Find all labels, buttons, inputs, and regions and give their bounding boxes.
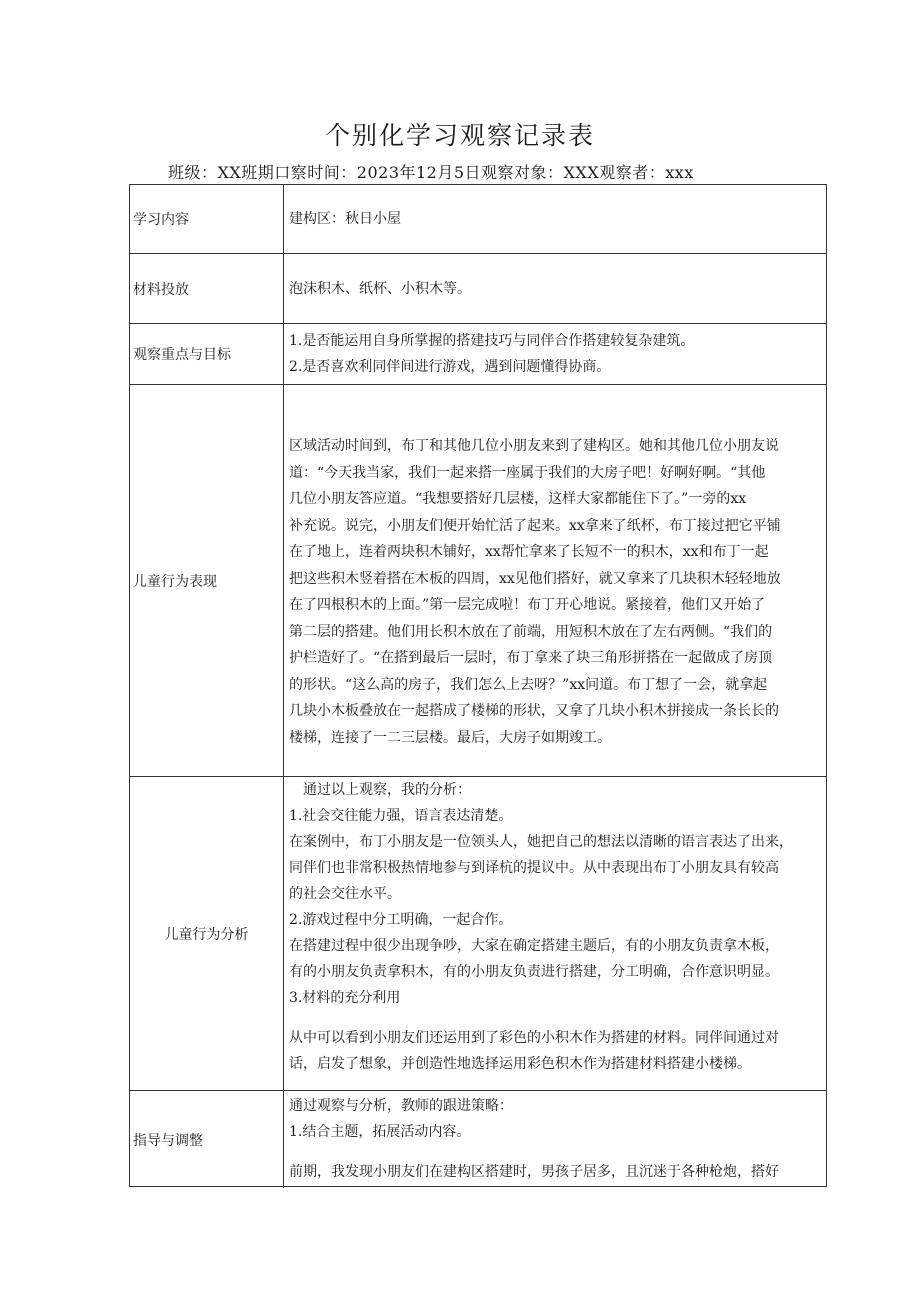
behavior-line: 第二层的搭建。他们用长积木放在了前端，用短积木放在了左右两侧。“我们的 [289,623,773,640]
analysis-point-3-line: 从中可以看到小朋友们还运用到了彩色的小积木作为搭建的材料。同伴间通过对 [289,1030,779,1046]
row-materials [130,253,826,323]
cell-analysis [284,777,826,1090]
analysis-point-2-line: 有的小朋友负责拿积木，有的小朋友负责进行搭建，分工明确，合作意识明显。 [289,964,779,980]
behavior-line: 把这些积木竖着搭在木板的四周，xx见他们搭好，就又拿来了几块积木轻轻地放 [289,570,781,587]
guidance-intro: 通过观察与分析，教师的跟进策略： [289,1098,513,1114]
analysis-point-1-line: 同伴们也非常积极热情地参与到译杭的提议中。从中表现出布丁小朋友具有较高 [289,860,779,876]
row-focus [130,323,826,384]
observation-table [129,184,827,1187]
label-materials: 材料投放 [130,254,284,323]
analysis-point-2-line: 在搭建过程中很少出现争吵，大家在确定搭建主题后，有的小朋友负责拿木板， [289,938,779,954]
analysis-point-1-title: 1.社会交往能力强，语言表达清楚。 [289,808,513,824]
behavior-line: 在了四根积木的上面。”第一层完成啦！布丁开心地说。紧接着，他们又开始了 [289,597,766,613]
row-guidance [130,1090,826,1188]
cell-learning-content [284,185,826,253]
analysis-point-3-title: 3.材料的充分利用 [289,990,401,1006]
guidance-item-1: 1.结合主题，拓展活动内容。 [289,1124,471,1140]
analysis-point-1-line: 在案例中，布丁小朋友是一位领头人，她把自己的想法以清晰的语言表达了出来， [289,834,793,850]
focus-item-2: 2.是否喜欢利同伴间进行游戏，遇到问题懂得协商。 [289,359,611,375]
behavior-line: 几位小朋友答应道。“我想要搭好几层楼，这样大家都能住下了。”一旁的xx [289,491,747,507]
analysis-intro: 通过以上观察，我的分析： [303,782,471,798]
label-learning-content: 学习内容 [130,185,284,253]
row-analysis [130,776,826,1090]
label-guidance: 指导与调整 [130,1091,284,1188]
page-title: 个别化学习观察记录表 [324,121,595,150]
behavior-line: 护栏造好了。“在搭到最后一层时，布丁拿来了块三角形拼搭在一起做成了房顶 [289,650,773,666]
cell-behavior [284,385,826,776]
guidance-paragraph: 前期，我发现小朋友们在建构区搭建时，男孩子居多，且沉迷于各种枪炮，搭好 [289,1164,779,1180]
materials-text: 泡沫积木、纸杯、小积木等。 [289,280,471,297]
label-focus: 观察重点与目标 [130,324,284,384]
record-meta-line: 班级：XX班期口察时间：2023年12月5日观察对象：XXX观察者：xxx [168,163,694,182]
row-learning-content [130,185,826,253]
behavior-line: 楼梯，连接了一二三层楼。最后，大房子如期竣工。 [289,729,611,746]
label-analysis: 儿童行为分析 [130,777,284,1090]
focus-item-1: 1.是否能运用自身所掌握的搭建技巧与同伴合作搭建较复杂建筑。 [289,333,695,349]
cell-guidance [284,1091,826,1188]
analysis-point-1-line: 的社会交往水平。 [289,886,401,902]
analysis-point-2-title: 2.游戏过程中分工明确，一起合作。 [289,912,513,928]
cell-materials [284,254,826,323]
behavior-line: 区域活动时间到，布丁和其他几位小朋友来到了建构区。她和其他几位小朋友说 [289,438,779,454]
behavior-line: 道：“今天我当家，我们一起来搭一座属于我们的大房子吧！好啊好啊。“其他 [289,464,766,481]
behavior-line: 的形状。“这么高的房子，我们怎么上去呀？”xx问道。布丁想了一会，就拿起 [289,676,768,693]
analysis-point-3-line: 话，启发了想象，并创造性地选择运用彩色积木作为搭建材料搭建小楼梯。 [289,1056,751,1072]
behavior-line: 在了地上，连着两块积木铺好，xx帮忙拿来了长短不一的积木，xx和布丁一起 [289,544,769,560]
row-behavior [130,384,826,776]
behavior-line: 补充说。说完，小朋友们便开始忙活了起来。xx拿来了纸杯，布丁接过把它平铺 [289,517,781,534]
learning-content-text: 建构区：秋日小屋 [289,211,401,227]
cell-focus [284,324,826,384]
behavior-line: 几块小木板叠放在一起搭成了楼梯的形状，又拿了几块小积木拼接成一条长长的 [289,703,779,719]
label-behavior: 儿童行为表现 [130,385,284,776]
